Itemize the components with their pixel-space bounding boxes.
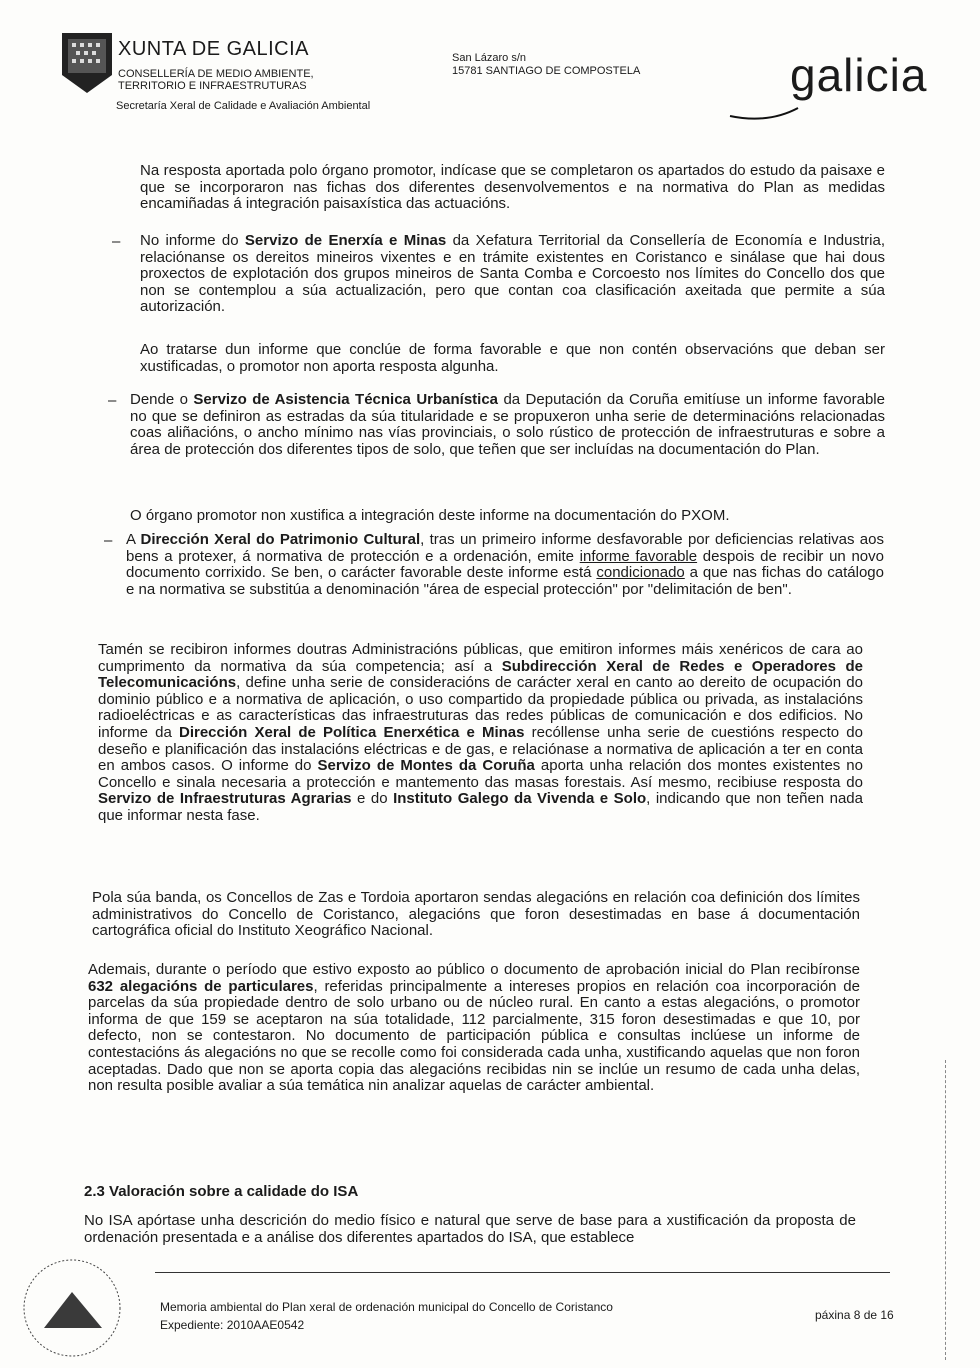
galicia-brand-logo: galicia [790, 49, 928, 101]
address-line-1: San Lázaro s/n [452, 52, 526, 64]
footer-document-title: Memoria ambiental do Plan xeral de ordenación municipal do Concello de Coristanco [160, 1300, 613, 1314]
address-block [452, 52, 640, 78]
bullet-cultural-heritage: A Dirección Xeral do Patrimonio Cultural, tras un primeiro informe desfavorable por deficiencias relativas aos bens a protexer, á normativa de protección e a ordenación, emite informe favorable despois de recibir un novo documento corrixido. Se ben, o carácter favorable deste informe está condicionado a que nas fichas do catálogo e na normativa se substitúa a denominación "área de especial protección" por "delimitación de ben". [126, 531, 884, 598]
paragraph-other-reports: Tamén se recibiron informes doutras Administracións públicas, que emitiron informes máis xenéricos de cara ao cumprimento da normativa da súa competencia; así a Subdirección Xeral de Redes e Operadores de Telecomunicacións, define unha serie de consideracións de carácter xeral en canto ao dereito de ocupación do dominio público e a normativa de aplicación, o uso compartido da propiedade pública ou privada, as instalacións radioeléctricas e as características das infraestruturas das redes públicas de comunicación e dos edificios. No informe da Dirección Xeral de Política Enerxética e Minas recóllense unha serie de cuestións respecto do deseño e planificación das instalacións eléctricas e de gas, e relaciónase a normativa de aplicación a ter en conta en ambos casos. O informe do Servizo de Montes da Coruña aporta unha relación dos montes existentes no Concello e sinala necesaria a protección e mantemento das masas forestais. Así mesmo, recibiuse resposta do Servizo de Infraestruturas Agrarias e do Instituto Galego da Vivenda e Solo, indicando que non teñen nada que informar nesta fase. [98, 641, 863, 824]
conselleria-name [118, 68, 314, 92]
paragraph-isa: No ISA apórtase unha descrición do medio físico e natural que serve de base para a xustificación da proposta de ordenación presentada e a análise dos diferentes apartados do ISA, que establece [84, 1212, 856, 1246]
bullet-dash: – [108, 392, 117, 409]
note-technical-assistance: O órgano promotor non xustifica a integración deste informe na documentación do PXOM. [130, 507, 730, 524]
xunta-crest-logo [62, 33, 112, 93]
bullet-technical-assistance: Dende o Servizo de Asistencia Técnica Urbanística da Deputación da Coruña emitíuse un informe favorable no que se definiron as estradas da súa titularidade e se propuxeron unha serie de determinacións relacionadas coas aliñacións, o ancho mínimo nas vías provinciais, o solo rústico de protección de infraestruturas e sobre a área de protección dos diferentes tipos de solo, que teñen que ser incluídas na documentación do Plan. [130, 391, 885, 458]
footer-divider [155, 1272, 890, 1273]
bullet-dash: – [104, 532, 113, 549]
section-heading: 2.3 Valoración sobre a calidade do ISA [84, 1183, 359, 1200]
official-stamp [14, 1250, 134, 1360]
galicia-swoosh-icon [728, 86, 838, 126]
note-energy-mines: Ao tratarse dun informe que conclúe de forma favorable e que non contén observacións que deban ser xustificadas, o promotor non aporta resposta algunha. [140, 341, 885, 375]
address-line-2: 15781 SANTIAGO DE COMPOSTELA [452, 65, 641, 77]
bullet-energy-mines: No informe do Servizo de Enerxía e Minas da Xefatura Territorial da Consellería de Economía e Industria, relaciónanse os dereitos mineiros vixentes e en trámite existentes en Coristanco e sinálase que hai dous proxectos de explotación dos grupos mineiros de Santa Comba e Corcoesto nos límites do Concello dos que non se contemplou a súa actualización, pero que contan coa clasificación axeitada que permite a súa autorización. [140, 232, 885, 316]
org-title: XUNTA DE GALICIA [118, 38, 310, 60]
footer-expediente: Expediente: 2010AAE0542 [160, 1318, 305, 1332]
paragraph-landscape: Na resposta aportada polo órgano promotor, indícase que se completaron os apartados do estudo da paisaxe e que se incorporaron nas fichas dos diferentes desenvolvementos e na normativa do Plan as medidas encamiñadas á integración paisaxística das actuacións. [140, 162, 885, 213]
scan-edge-divider [945, 1060, 947, 1360]
page-number: páxina 8 de 16 [815, 1308, 894, 1322]
paragraph-municipal-allegations: Pola súa banda, os Concellos de Zas e Tordoia aportaron sendas alegacións en relación coa definición dos límites administrativos do Concello de Coristanco, alegacións que foron desestimadas en base á documentación cartográfica oficial do Instituto Xeográfico Nacional. [92, 889, 860, 940]
secretaria-name: Secretaría Xeral de Calidade e Avaliación Ambiental [116, 100, 371, 112]
conselleria-line-1: CONSELLERÍA DE MEDIO AMBIENTE, [118, 68, 314, 80]
conselleria-line-2: TERRITORIO E INFRAESTRUTURAS [118, 80, 307, 92]
bullet-dash: – [112, 233, 121, 250]
paragraph-private-allegations: Ademais, durante o período que estivo exposto ao público o documento de aprobación inicial do Plan recibíronse 632 alegacións de particulares, referidas principalmente a intereses propios en relación coa incorporación de parcelas da súa propiedade dentro de solo urbano ou de núcleo rural. En canto a estas alegacións, o promotor informa de que 159 se aceptaron na súa totalidade, 112 parcialmente, 315 foron desestimadas e que 10, por defecto, non se contestaron. No documento de participación pública e consultas inclúese un informe de contestacións ás alegacións no que se recolle como foi considerada cada unha, xustificando aquelas que non foron aceptadas. Dado que non se aporta copia das alegacións recibidas nin se inclúe un resumo de cada unha delas, non resulta posible avaliar a súa temática nin analizar aquelas de carácter ambiental. [88, 961, 860, 1095]
